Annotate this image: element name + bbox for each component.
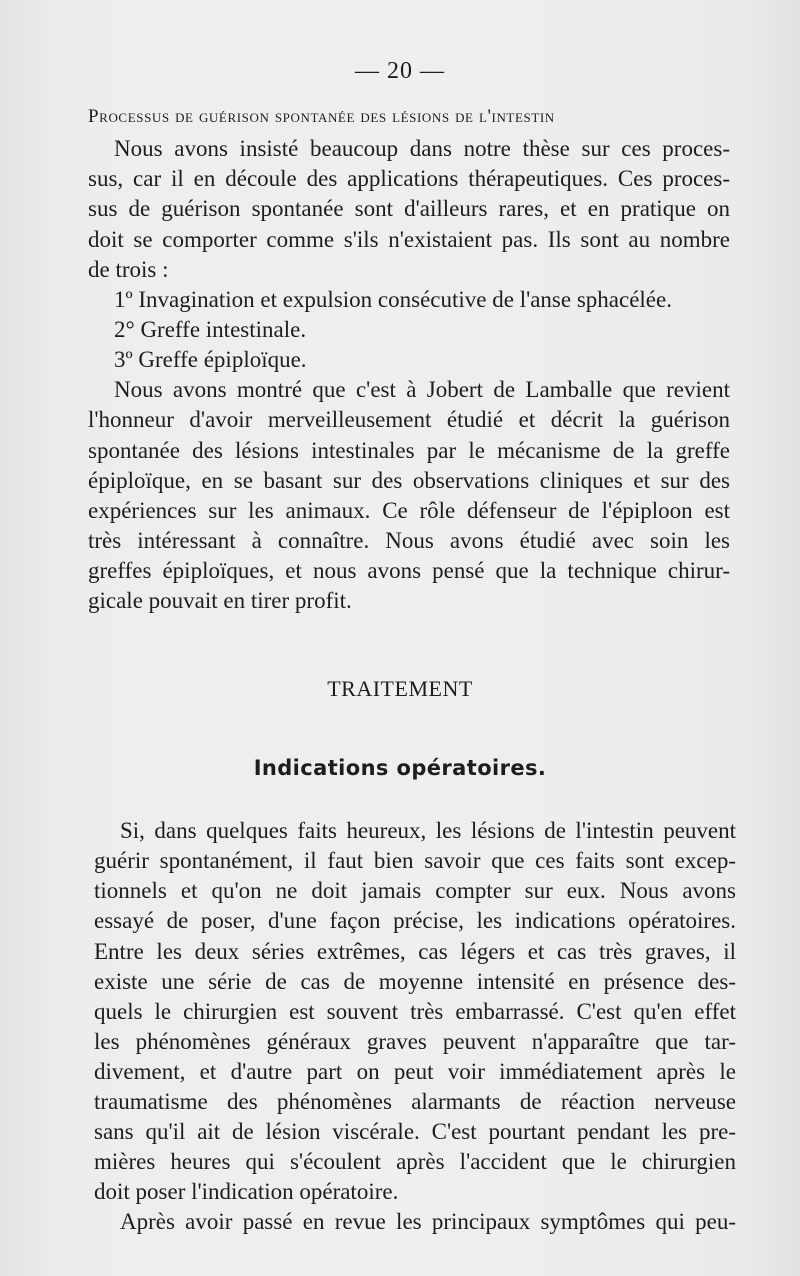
list-item: 3º Greffe épiploïque.	[114, 347, 307, 372]
text-line: de trois :	[88, 257, 169, 282]
text-line: Entre les deux séries extrêmes, cas légers et cas très graves, il	[94, 939, 736, 964]
text-line: Après avoir passé en revue les principaux symptômes qui peu-	[120, 1209, 736, 1234]
text-line: essayé de poser, d'une façon précise, les indications opératoires.	[94, 908, 736, 933]
text-line: Nous avons montré que c'est à Jobert de Lamballe que revient	[114, 377, 730, 402]
text-line: divement, et d'autre part on peut voir immédiatement après le	[94, 1059, 736, 1084]
text-line: l'honneur d'avoir merveilleusement étudié et décrit la guérison	[88, 407, 730, 432]
text-line: traumatisme des phénomènes alarmants de réaction nerveuse	[94, 1089, 736, 1114]
list-item: 1º Invagination et expulsion consécutive de l'anse sphacélée.	[114, 287, 672, 312]
text-line: expériences sur les animaux. Ce rôle défenseur de l'épiploon est	[88, 498, 730, 523]
text-line: guérir spontanément, il faut bien savoir que ces faits sont excep-	[94, 848, 736, 873]
list-item: 2° Greffe intestinale.	[114, 317, 307, 342]
text-line: doit se comporter comme s'ils n'existaient pas. Ils sont au nombre	[88, 227, 730, 252]
text-line: greffes épiploïques, et nous avons pensé que la technique chirur-	[88, 558, 730, 583]
text-line: mières heures qui s'écoulent après l'accident que le chirurgien	[94, 1149, 736, 1174]
text-line: épiploïque, en se basant sur des observations cliniques et sur des	[88, 468, 730, 493]
text-line: sus de guérison spontanée sont d'ailleurs rares, et en pratique on	[88, 196, 730, 221]
running-head: Processus de guérison spontanée des lésions de l'intestin	[88, 106, 555, 127]
text-line: quels le chirurgien est souvent très embarrassé. C'est qu'en effet	[94, 999, 736, 1024]
text-line: tionnels et qu'on ne doit jamais compter sur eux. Nous avons	[94, 878, 736, 903]
text-line: Si, dans quelques faits heureux, les lésions de l'intestin peuvent	[120, 818, 736, 843]
text-line: sans qu'il ait de lésion viscérale. C'est pourtant pendant les pre-	[94, 1119, 736, 1144]
text-line: spontanée des lésions intestinales par le mécanisme de la greffe	[88, 438, 730, 463]
page-number: — 20 —	[355, 58, 445, 84]
subsection-heading: Indications opératoires.	[253, 756, 547, 780]
text-line: sus, car il en découle des applications thérapeutiques. Ces proces-	[88, 166, 730, 191]
text-line: gicale pouvait en tirer profit.	[88, 588, 352, 613]
text-line: existe une série de cas de moyenne intensité en présence des-	[94, 969, 736, 994]
section-heading: TRAITEMENT	[327, 676, 473, 701]
text-line: doit poser l'indication opératoire.	[94, 1179, 399, 1204]
text-line: très intéressant à connaître. Nous avons étudié avec soin les	[88, 528, 730, 553]
text-line: les phénomènes généraux graves peuvent n'apparaître que tar-	[94, 1029, 736, 1054]
text-line: Nous avons insisté beaucoup dans notre thèse sur ces proces-	[114, 136, 730, 161]
